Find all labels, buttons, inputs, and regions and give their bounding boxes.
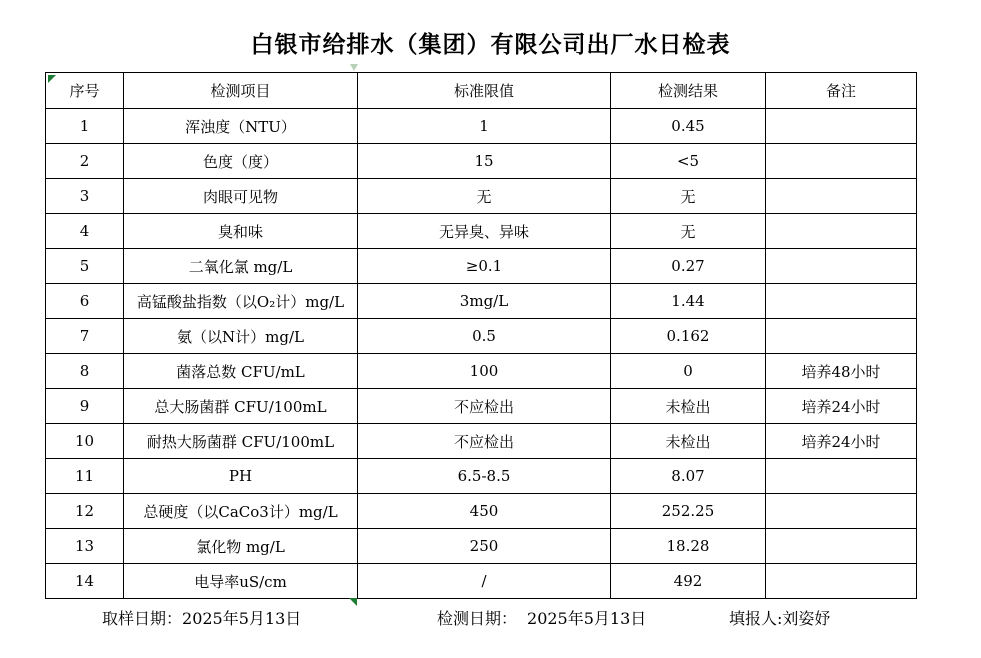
result-cell: 无 — [611, 179, 766, 214]
remark-cell — [766, 109, 917, 144]
remark-cell: 培养24小时 — [766, 424, 917, 459]
seq-cell: 6 — [46, 284, 124, 319]
seq-cell: 2 — [46, 144, 124, 179]
item-cell: 氨（以N计）mg/L — [124, 319, 358, 354]
reporter-label: 填报人: — [729, 609, 783, 628]
limit-cell: ≥0.1 — [358, 249, 611, 284]
limit-cell: 1 — [358, 109, 611, 144]
table-row — [46, 284, 917, 319]
seq-cell: 14 — [46, 564, 124, 599]
limit-cell: 不应检出 — [358, 389, 611, 424]
table-row — [46, 249, 917, 284]
item-cell: 臭和味 — [124, 214, 358, 249]
seq-cell: 7 — [46, 319, 124, 354]
item-cell: 总硬度（以CaCo3计）mg/L — [124, 494, 358, 529]
result-cell: 0 — [611, 354, 766, 389]
header-seq-label: 序号 — [69, 82, 100, 100]
table-row — [46, 179, 917, 214]
result-cell: 252.25 — [611, 494, 766, 529]
limit-cell: 100 — [358, 354, 611, 389]
table-row — [46, 424, 917, 459]
header-result: 检测结果 — [611, 73, 766, 109]
item-cell: 氯化物 mg/L — [124, 529, 358, 564]
seq-cell: 9 — [46, 389, 124, 424]
limit-cell: 450 — [358, 494, 611, 529]
limit-cell: 250 — [358, 529, 611, 564]
remark-cell — [766, 249, 917, 284]
item-cell: 电导率uS/cm — [124, 564, 358, 599]
remark-cell — [766, 179, 917, 214]
item-cell: 总大肠菌群 CFU/100mL — [124, 389, 358, 424]
result-cell: 0.27 — [611, 249, 766, 284]
seq-cell: 11 — [46, 459, 124, 494]
header-item: 检测项目 — [124, 73, 358, 109]
result-cell: 18.28 — [611, 529, 766, 564]
limit-cell: 15 — [358, 144, 611, 179]
result-cell: <5 — [611, 144, 766, 179]
item-cell: 色度（度） — [124, 144, 358, 179]
page-title: 白银市给排水（集团）有限公司出厂水日检表 — [250, 32, 731, 58]
table-row — [46, 459, 917, 494]
excel-error-triangle-icon — [48, 75, 56, 83]
table-row — [46, 109, 917, 144]
remark-cell — [766, 214, 917, 249]
seq-cell: 13 — [46, 529, 124, 564]
remark-cell — [766, 144, 917, 179]
seq-cell: 4 — [46, 214, 124, 249]
remark-cell — [766, 529, 917, 564]
limit-cell: 无异臭、异味 — [358, 214, 611, 249]
table-row — [46, 144, 917, 179]
table-row — [46, 389, 917, 424]
result-cell: 无 — [611, 214, 766, 249]
seq-cell: 5 — [46, 249, 124, 284]
inspection-table-wrap — [45, 72, 917, 599]
remark-cell — [766, 459, 917, 494]
header-seq — [46, 73, 124, 109]
limit-cell: 无 — [358, 179, 611, 214]
remark-cell: 培养24小时 — [766, 389, 917, 424]
table-row — [46, 354, 917, 389]
limit-cell: / — [358, 564, 611, 599]
item-cell: 肉眼可见物 — [124, 179, 358, 214]
item-cell: PH — [124, 459, 358, 494]
result-cell: 492 — [611, 564, 766, 599]
sampling-date-label: 取样日期： — [102, 609, 183, 628]
excel-artifact-triangle-top-icon — [350, 64, 358, 71]
seq-cell: 10 — [46, 424, 124, 459]
table-row — [46, 494, 917, 529]
result-cell: 0.45 — [611, 109, 766, 144]
excel-artifact-triangle-bottom-icon — [349, 598, 357, 606]
limit-cell: 0.5 — [358, 319, 611, 354]
remark-cell — [766, 494, 917, 529]
reporter-name: 刘姿妤 — [782, 609, 831, 628]
test-date-label: 检测日期： — [437, 609, 518, 628]
item-cell: 浑浊度（NTU） — [124, 109, 358, 144]
test-date — [437, 607, 646, 631]
result-cell: 8.07 — [611, 459, 766, 494]
table-row — [46, 214, 917, 249]
header-remark: 备注 — [766, 73, 917, 109]
result-cell: 0.162 — [611, 319, 766, 354]
table-row — [46, 564, 917, 599]
limit-cell: 3mg/L — [358, 284, 611, 319]
result-cell: 未检出 — [611, 389, 766, 424]
seq-cell: 8 — [46, 354, 124, 389]
header-limit: 标准限值 — [358, 73, 611, 109]
inspection-table — [45, 72, 917, 599]
seq-cell: 1 — [46, 109, 124, 144]
item-cell: 耐热大肠菌群 CFU/100mL — [124, 424, 358, 459]
table-header-row — [46, 73, 917, 109]
sampling-date-value: 2025年5月13日 — [182, 609, 302, 628]
seq-cell: 3 — [46, 179, 124, 214]
result-cell: 1.44 — [611, 284, 766, 319]
remark-cell — [766, 319, 917, 354]
table-row — [46, 319, 917, 354]
table-row — [46, 529, 917, 564]
remark-cell: 培养48小时 — [766, 354, 917, 389]
test-date-value: 2025年5月13日 — [527, 609, 647, 628]
remark-cell — [766, 284, 917, 319]
item-cell: 二氧化氯 mg/L — [124, 249, 358, 284]
seq-cell: 12 — [46, 494, 124, 529]
remark-cell — [766, 564, 917, 599]
result-cell: 未检出 — [611, 424, 766, 459]
sampling-date — [102, 607, 301, 631]
limit-cell: 不应检出 — [358, 424, 611, 459]
limit-cell: 6.5-8.5 — [358, 459, 611, 494]
item-cell: 高锰酸盐指数（以O₂计）mg/L — [124, 284, 358, 319]
item-cell: 菌落总数 CFU/mL — [124, 354, 358, 389]
reporter — [729, 607, 830, 631]
